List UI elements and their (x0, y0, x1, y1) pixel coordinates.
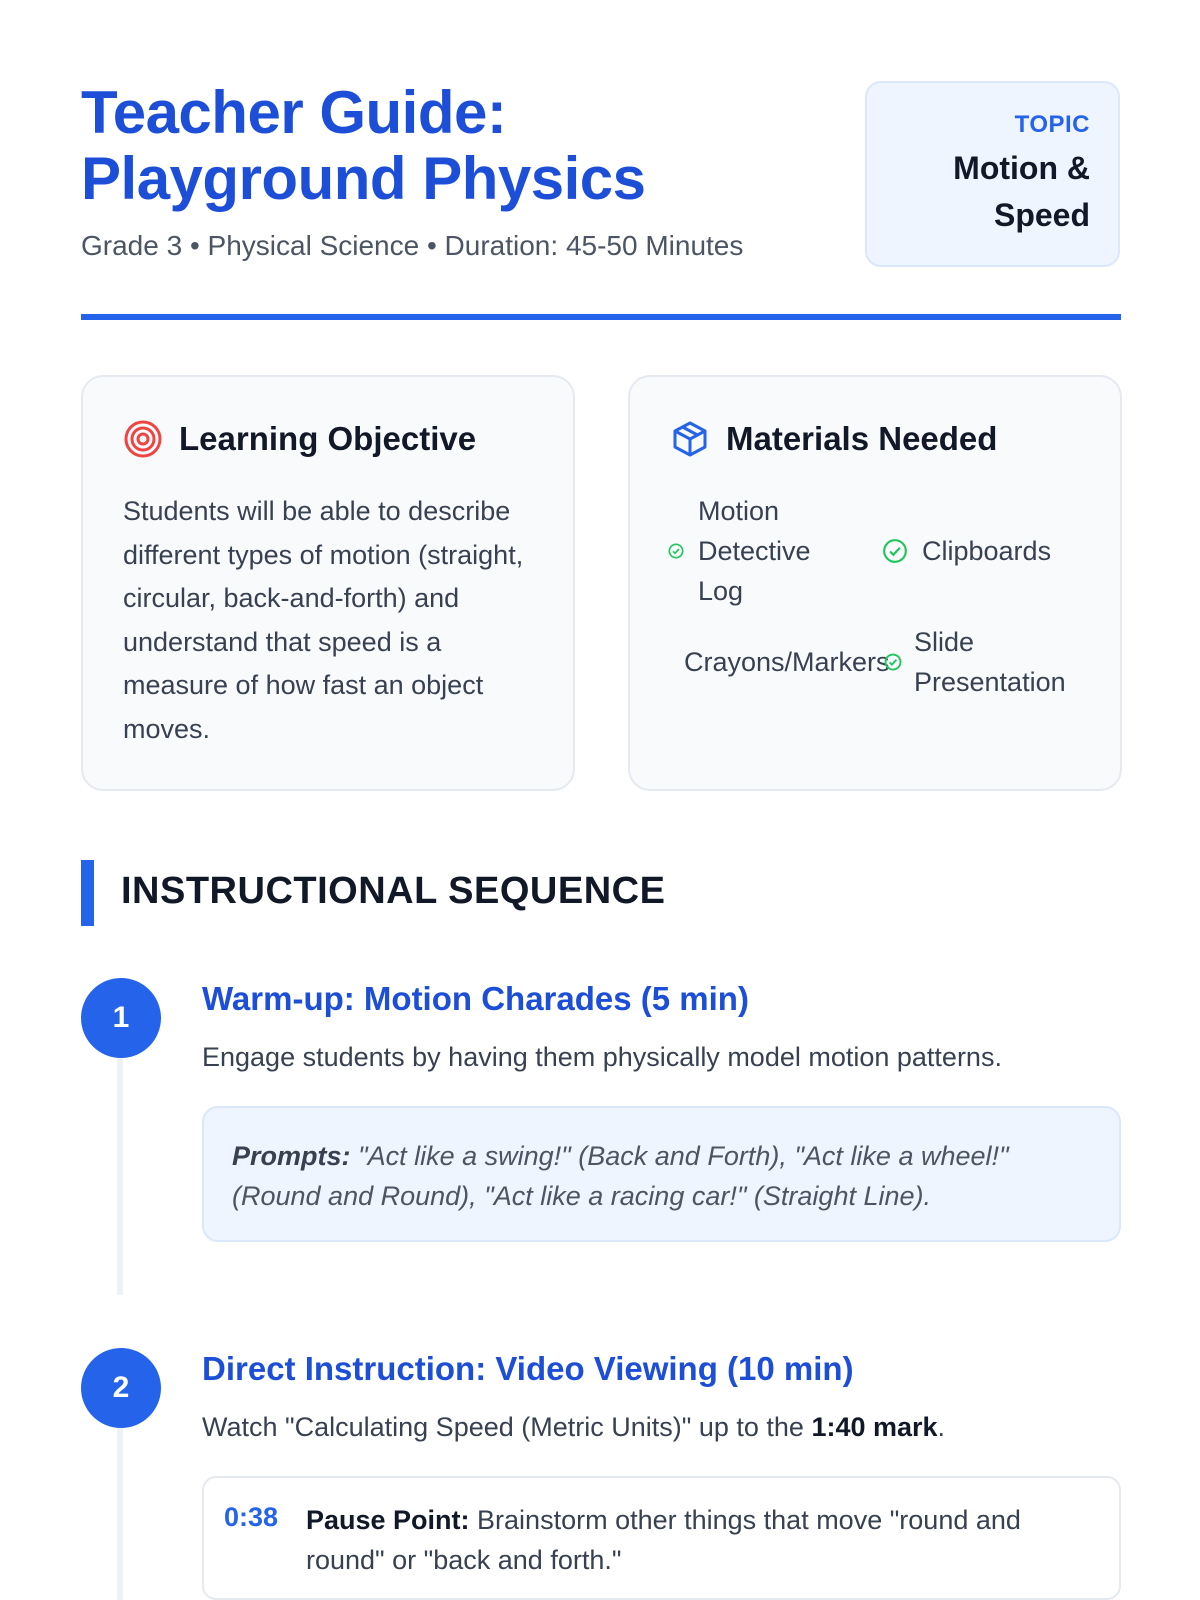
video-mark: 1:40 mark (811, 1412, 938, 1442)
pause-point-box (202, 1476, 1121, 1600)
section-accent-bar (81, 860, 94, 926)
material-item (882, 531, 1051, 571)
material-item (884, 622, 1066, 702)
prompt-label: Prompts: (232, 1141, 351, 1171)
step-title: Direct Instruction: Video Viewing (10 min) (202, 1350, 854, 1387)
learning-objective-card (81, 375, 575, 791)
material-label: Crayons/Markers (684, 647, 890, 677)
check-circle-icon (884, 653, 902, 671)
check-circle-icon (882, 538, 908, 564)
topic-label: TOPIC (1014, 111, 1090, 138)
page-title-line1: Teacher Guide: (81, 79, 507, 146)
learning-objective-header (123, 419, 476, 459)
target-icon (123, 419, 163, 459)
step-description: Watch "Calculating Speed (Metric Units)" up to the 1:40 mark. (202, 1412, 946, 1442)
page-subtitle: Grade 3 • Physical Science • Duration: 45-50 Minutes (81, 230, 744, 261)
check-circle-icon (668, 543, 684, 559)
topic-value-line1: Motion & (953, 150, 1090, 186)
pause-label: Pause Point: (306, 1505, 470, 1535)
cube-icon (670, 419, 710, 459)
pause-text: Pause Point: Brainstorm other things that move "round and round" or "back and forth." (306, 1505, 1021, 1575)
step-number-badge: 1 (81, 978, 161, 1058)
materials-header (670, 419, 997, 459)
topic-badge (865, 81, 1120, 267)
step-title: Warm-up: Motion Charades (5 min) (202, 980, 749, 1017)
topic-value-line2: Speed (993, 197, 1090, 233)
topic-value (867, 145, 1090, 239)
material-label: Clipboards (922, 536, 1052, 566)
step-number-badge: 2 (81, 1348, 161, 1428)
learning-objective-title: Learning Objective (179, 420, 477, 457)
material-item (668, 491, 811, 611)
page-title-line2: Playground Physics (81, 145, 646, 212)
prompt-text: "Act like a swing!" (Back and Forth), "Act like a wheel!" (Round and Round), "Act like a racing car!" (Straight Line). (232, 1141, 1009, 1211)
header-divider (81, 314, 1121, 320)
material-item (684, 642, 890, 682)
materials-title: Materials Needed (726, 420, 998, 457)
prompt-box (202, 1106, 1121, 1242)
learning-objective-text: Students will be able to describe different types of motion (straight, circular, back-and-forth) and understand that speed is a measure of how fast an object moves. (123, 496, 524, 744)
pause-timestamp: 0:38 (224, 1502, 279, 1532)
material-label: Slide Presentation (914, 627, 1066, 697)
section-heading: INSTRUCTIONAL SEQUENCE (121, 870, 666, 912)
step-description: Engage students by having them physically model motion patterns. (202, 1042, 1002, 1072)
material-label: Motion Detective Log (698, 496, 811, 606)
step-connector-line (117, 1020, 123, 1295)
materials-card (628, 375, 1122, 791)
